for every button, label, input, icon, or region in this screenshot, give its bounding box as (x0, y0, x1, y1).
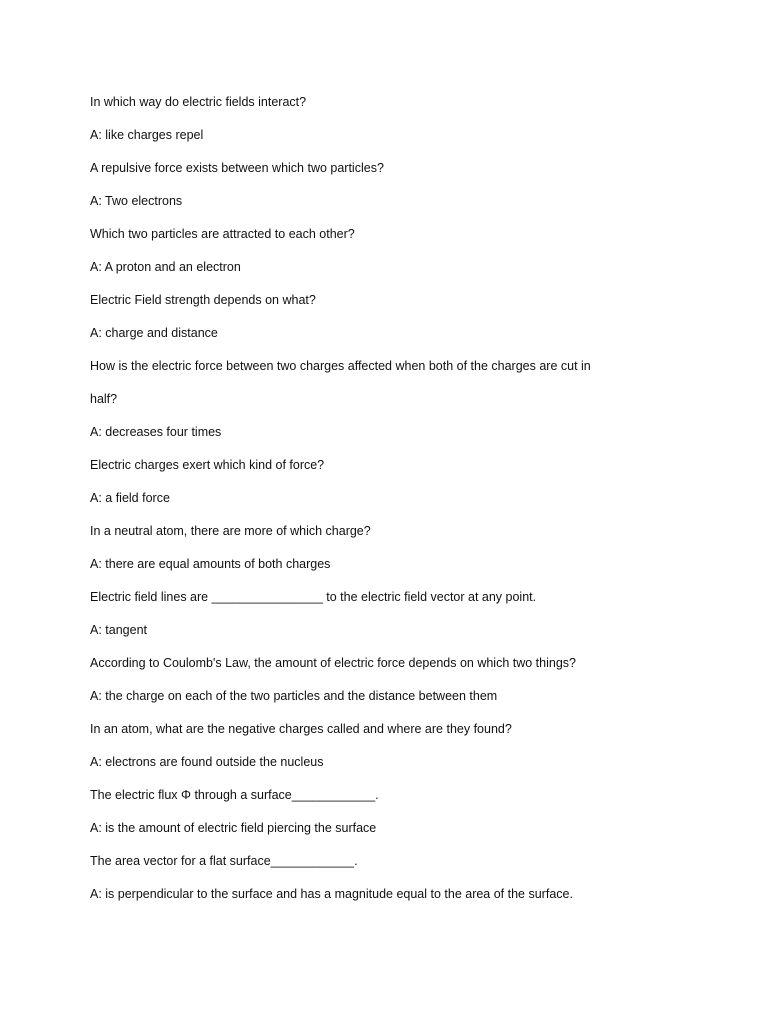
answer-text: A: the charge on each of the two particles and the distance between them (90, 689, 498, 703)
answer-text: A: like charges repel (90, 128, 204, 142)
question-text: How is the electric force between two charges affected when both of the charges are cut in (90, 359, 591, 373)
question-text: The area vector for a flat surface____________. (90, 854, 358, 868)
question-text: A repulsive force exists between which two particles? (90, 161, 384, 175)
answer-text: A: is perpendicular to the surface and has a magnitude equal to the area of the surface. (90, 887, 573, 901)
document-text (90, 92, 690, 917)
answer-text: A: there are equal amounts of both charges (90, 557, 331, 571)
question-text: The electric flux Φ through a surface____________. (90, 788, 379, 802)
answer-text: A: tangent (90, 623, 147, 637)
question-text: Electric charges exert which kind of force? (90, 458, 325, 472)
answer-text: A: charge and distance (90, 326, 218, 340)
answer-text: A: decreases four times (90, 425, 222, 439)
answer-text: A: A proton and an electron (90, 260, 241, 274)
answer-text: A: is the amount of electric field piercing the surface (90, 821, 377, 835)
question-text: Which two particles are attracted to each other? (90, 227, 355, 241)
question-text: half? (90, 392, 118, 406)
question-text: In a neutral atom, there are more of which charge? (90, 524, 371, 538)
answer-text: A: Two electrons (90, 194, 183, 208)
answer-text: A: a field force (90, 491, 170, 505)
question-text: In an atom, what are the negative charges called and where are they found? (90, 722, 512, 736)
question-text: In which way do electric fields interact? (90, 95, 307, 109)
question-text: According to Coulomb's Law, the amount of electric force depends on which two things? (90, 656, 576, 670)
question-text: Electric Field strength depends on what? (90, 293, 316, 307)
answer-text: A: electrons are found outside the nucleus (90, 755, 324, 769)
question-text: Electric field lines are ________________ to the electric field vector at any point. (90, 590, 537, 604)
